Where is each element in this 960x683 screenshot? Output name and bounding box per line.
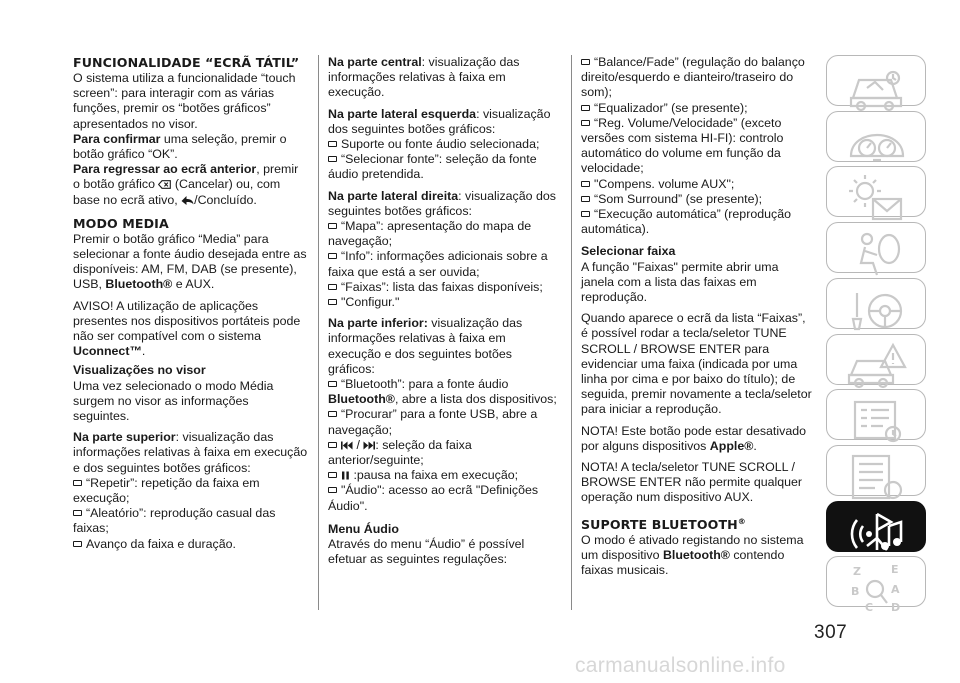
paragraph-confirm: Para confirmar uma seleção, premir o botão gráfico “OK”. — [73, 131, 287, 162]
bullet-icon — [328, 141, 337, 147]
list-item: “Som Surround” (se presente); — [581, 192, 814, 207]
paragraph-menu-audio: Através do menu “Áudio” é possível efetuar as seguintes regulações: — [328, 537, 525, 567]
index-letter: A — [891, 583, 900, 596]
list-item: Suporte ou fonte áudio selecionada; — [328, 137, 560, 152]
column-3 — [581, 55, 814, 578]
list-item: “Execução automática” (reprodução automática). — [581, 207, 791, 237]
watermark: carmanualsonline.info — [575, 654, 786, 677]
paragraph-back: Para regressar ao ecrã anterior, premir o botão gráfico (Cancelar) ou, com base no ecrã ativo, /Concluído. — [73, 162, 299, 207]
tab-instrument-cluster[interactable] — [826, 111, 926, 162]
heading-selecionar-faixa: Selecionar faixa — [581, 244, 676, 259]
column-1 — [73, 55, 308, 552]
list-item: “Aleatório”: reprodução casual das faixas; — [73, 506, 276, 536]
bullet-icon — [581, 59, 590, 65]
list-item: “Bluetooth”: para a fonte áudio Bluetooth®, abre a lista dos dispositivos; — [328, 377, 557, 407]
paragraph-nota-2: NOTA! A tecla/seletor TUNE SCROLL / BROWSE ENTER não permite qualquer operação num dispositivo AUX. — [581, 460, 803, 505]
list-item: "Áudio": acesso ao ecrã "Definições Áudio". — [328, 483, 539, 513]
bullet-icon — [328, 253, 337, 259]
list-item: “Selecionar fonte”: seleção da fonte áudio pretendida. — [328, 152, 537, 182]
paragraph-selecionar-2: Quando aparece o ecrã da lista “Faixas”, é possível rodar a tecla/seletor TUNE SCROLL / BROWSE ENTER para evidenciar uma faixa (indicada por uma linha por cima e por baixo do título); de seguida, premir novamente a tecla/seletor para iniciar a reprodução. — [581, 311, 812, 417]
tab-lights-message[interactable] — [826, 166, 926, 217]
list-item: “Balance/Fade” (regulação do balanço direito/esquerdo e dianteiro/traseiro do som); — [581, 55, 805, 100]
bullet-icon — [73, 480, 82, 486]
index-letter: Z — [853, 565, 861, 578]
list-item: “Procurar” para a fonte USB, abre a navegação; — [328, 407, 538, 437]
list-item: “Info”: informações adicionais sobre a faixa que está a ser ouvida; — [328, 249, 548, 279]
specifications-icon — [847, 452, 907, 504]
list-item: “Mapa”: apresentação do mapa de navegação; — [328, 219, 532, 249]
index-letter: C — [865, 601, 874, 614]
multimedia-icon — [847, 508, 907, 560]
tab-steering-wheel[interactable] — [826, 278, 926, 329]
tab-airbag[interactable] — [826, 222, 926, 273]
paragraph-nota-1: NOTA! Este botão pode estar desativado por alguns dispositivos Apple®. — [581, 423, 806, 453]
paragraph-bottom-part: Na parte inferior: visualização das informações relativas à faixa em execução e dos seguintes botões gráficos: — [328, 316, 523, 376]
airbag-passenger-icon — [847, 229, 907, 281]
bullet-icon — [328, 284, 337, 290]
tab-car-dashboard[interactable] — [826, 55, 926, 106]
list-item: / : seleção da faixa anterior/seguinte; — [328, 437, 472, 468]
paragraph-visualizacoes: Uma vez selecionado o modo Média surgem no visor as informações seguintes. — [73, 378, 274, 424]
heading-funcionalidade-ecra-tatil: FUNCIONALIDADE “ECRÃ TÁTIL” — [73, 55, 300, 70]
bullet-icon — [328, 381, 337, 387]
heading-menu-audio: Menu Áudio — [328, 521, 399, 536]
heading-visualizacoes-no-visor: Visualizações no visor — [73, 363, 206, 378]
bullet-icon — [328, 442, 337, 448]
tab-index[interactable] — [826, 556, 926, 614]
index-letter: E — [891, 563, 899, 576]
list-item: “Faixas”: lista das faixas disponíveis; — [328, 280, 560, 295]
paragraph-top-part: Na parte superior: visualização das informações relativas à faixa em execução e dos seguintes botões gráficos: — [73, 430, 308, 475]
next-track-icon — [363, 441, 375, 450]
bullet-icon — [328, 411, 337, 417]
page-number: 307 — [814, 622, 848, 643]
tools-icon — [847, 396, 907, 448]
column-divider — [571, 55, 572, 610]
steering-wheel-icon — [847, 285, 907, 337]
bullet-icon — [581, 211, 590, 217]
tab-specifications[interactable] — [826, 445, 926, 496]
bullet-icon — [581, 120, 590, 126]
tab-multimedia[interactable] — [826, 501, 926, 552]
car-dashboard-icon — [847, 62, 907, 114]
confirm-label: Para confirmar — [73, 131, 161, 146]
heading-suporte-bluetooth: SUPORTE BLUETOOTH® — [581, 516, 746, 532]
bullet-icon — [328, 156, 337, 162]
list-item: "Configur." — [328, 295, 560, 310]
tab-car-warning[interactable] — [826, 334, 926, 385]
heading-modo-media: MODO MEDIA — [73, 215, 169, 231]
column-divider — [318, 55, 319, 610]
list-item: "Compens. volume AUX"; — [581, 177, 814, 192]
tab-tools[interactable] — [826, 389, 926, 440]
paragraph-media-sources: Premir o botão gráfico “Media” para selecionar a fonte áudio desejada entre as disponíveis: AM, FM, DAB (se presente), USB, Bluetooth® e AUX. — [73, 231, 307, 292]
bullet-icon — [581, 181, 590, 187]
paragraph-touch-screen: O sistema utiliza a funcionalidade “touch screen”: para interagir com as várias funções, premir os “botões gráficos” apresentados no visor. — [73, 71, 296, 131]
paragraph-central-part: Na parte central: visualização das informações relativas à faixa em execução. — [328, 55, 520, 100]
index-alphabet-icon — [847, 563, 907, 615]
pause-icon — [341, 471, 350, 480]
index-letter: D — [891, 601, 901, 614]
column-2 — [328, 55, 560, 568]
bullet-icon — [581, 196, 590, 202]
paragraph-suporte-bluetooth: O modo é ativado registando no sistema um dispositivo Bluetooth® contendo faixas musicais. — [581, 532, 804, 578]
back-label: Para regressar ao ecrã anterior — [73, 162, 257, 177]
index-letter: B — [851, 585, 860, 598]
list-item: “Repetir”: repetição da faixa em execução; — [73, 475, 260, 506]
paragraph-aviso: AVISO! A utilização de aplicações presentes nos dispositivos portáteis pode não ser compatível com o sistema Uconnect™. — [73, 298, 301, 359]
lights-message-icon — [847, 173, 907, 225]
bullet-icon — [328, 223, 337, 229]
bullet-icon — [73, 541, 82, 547]
bullet-icon — [581, 105, 590, 111]
car-warning-icon — [847, 341, 907, 393]
list-item: “Equalizador” (se presente); — [581, 101, 814, 116]
previous-track-icon — [341, 441, 353, 450]
bullet-icon — [328, 487, 337, 493]
bullet-icon — [328, 472, 337, 478]
list-item: “Reg. Volume/Velocidade” (exceto versões com sistema HI-FI): controlo automático do volume em função da velocidade; — [581, 115, 784, 176]
paragraph-right-part: Na parte lateral direita: visualização dos seguintes botões gráficos: — [328, 188, 556, 218]
list-item: :pausa na faixa em execução; — [328, 468, 560, 483]
bullet-icon — [328, 299, 337, 305]
backspace-cancel-icon — [158, 180, 171, 189]
instrument-cluster-icon — [847, 118, 907, 170]
list-item: Avanço da faixa e duração. — [73, 537, 308, 552]
bullet-icon — [73, 510, 82, 516]
paragraph-selecionar-1: A função "Faixas" permite abrir uma janela com a lista das faixas em reprodução. — [581, 259, 779, 305]
return-arrow-icon — [181, 195, 194, 205]
paragraph-left-part: Na parte lateral esquerda: visualização dos seguintes botões gráficos: — [328, 106, 551, 136]
